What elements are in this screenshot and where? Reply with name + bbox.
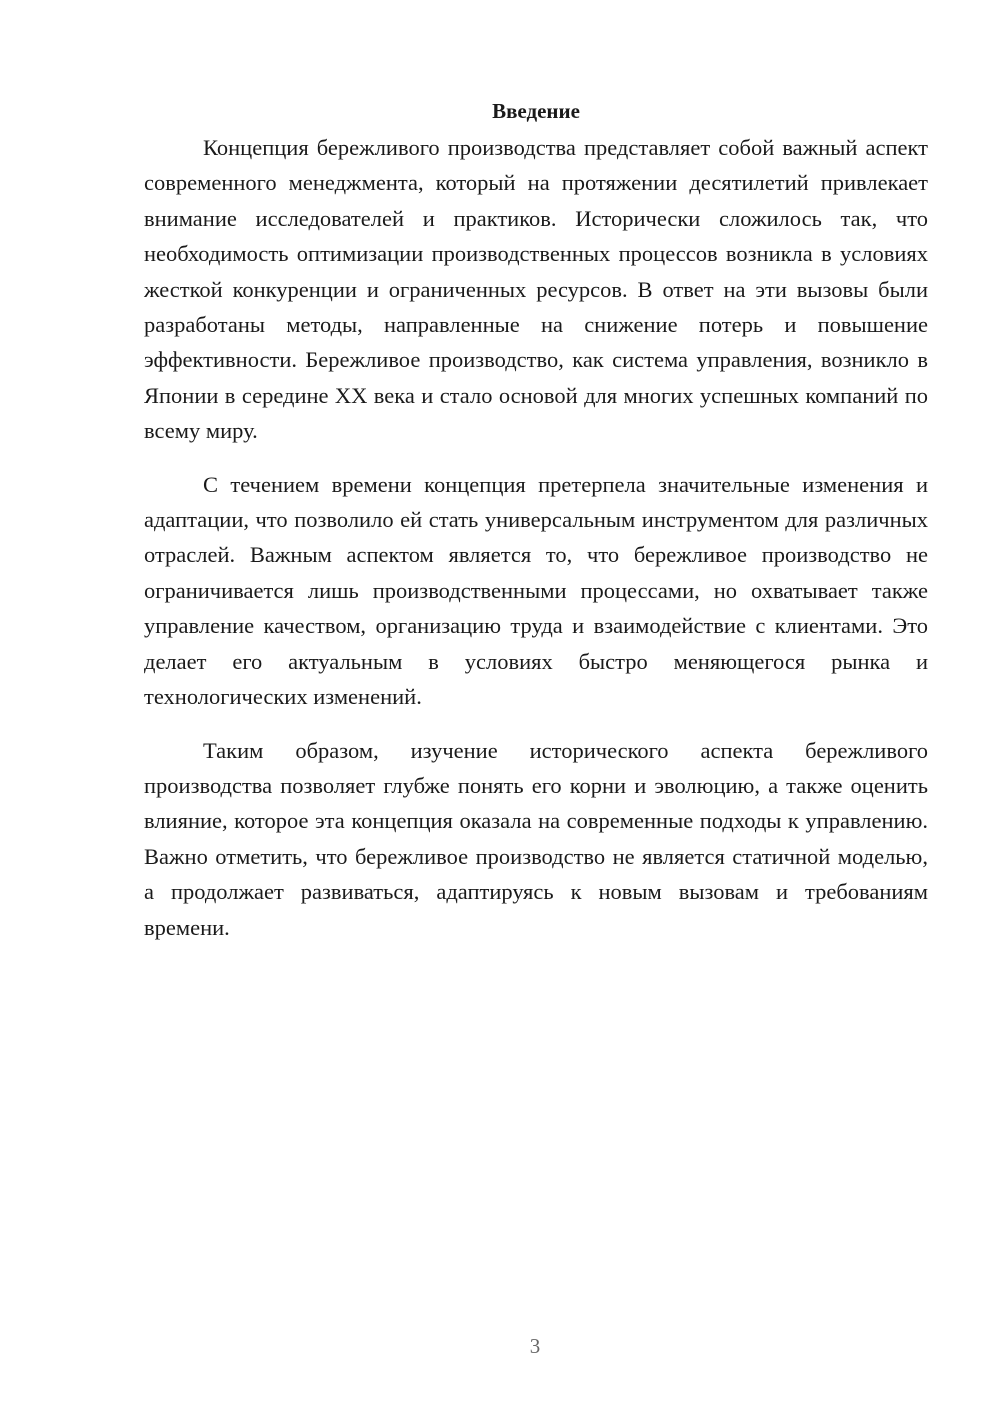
paragraph-intro: Концепция бережливого производства представляет собой важный аспект современного менеджмента, который на протяжении десятилетий привлекает внимание исследователей и практиков. Исторически сложилось так, что необходимость оптимизации производственных процессов возникла в условиях жесткой конкуренции и ограниченных ресурсов. В ответ на эти вызовы были разработаны методы, направленные на снижение потерь и повышение эффективности. Бережливое производство, как система управления, возникло в Японии в середине XX века и стало основой для многих успешных компаний по всему миру. (144, 135, 928, 444)
page-number: 3 (529, 1334, 541, 1358)
section-heading: Введение (492, 99, 580, 123)
paragraph-conclusion: Таким образом, изучение исторического аспекта бережливого производства позволяет глубже понять его корни и эволюцию, а также оценить влияние, которое эта концепция оказала на современные подходы к управлению. Важно отметить, что бережливое производство не является статичной моделью, а продолжает развиваться, адаптируясь к новым вызовам и требованиям времени. (144, 737, 928, 940)
page-content (144, 96, 928, 963)
paragraph-evolution: С течением времени концепция претерпела значительные изменения и адаптации, что позволило ей стать универсальным инструментом для различных отраслей. Важным аспектом является то, что бережливое производство не ограничивается лишь производственными процессами, но охватывает также управление качеством, организацию труда и взаимодействие с клиентами. Это делает его актуальным в условиях быстро меняющегося рынка и технологических изменений. (144, 471, 928, 710)
